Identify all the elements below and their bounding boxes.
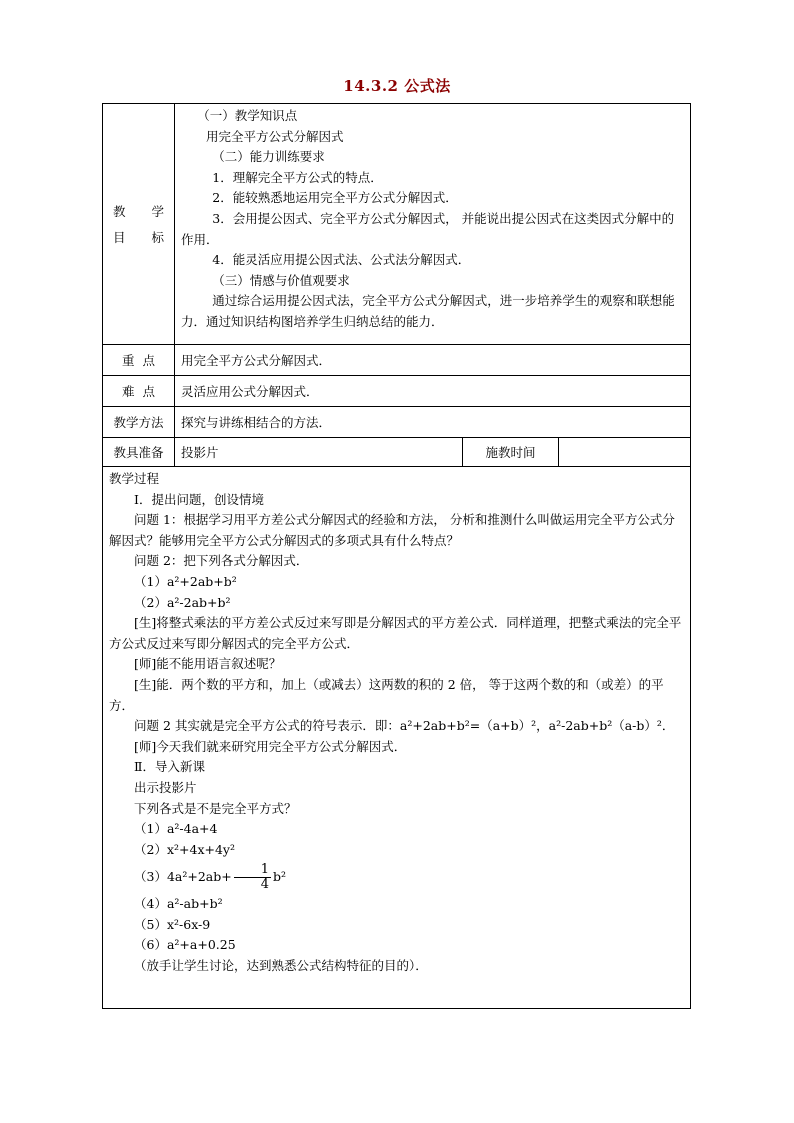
label-char: 标 <box>151 230 164 245</box>
key-point-row <box>103 345 691 376</box>
exercise-item-text: （3）4a²+2ab+ <box>134 869 232 885</box>
question-2-note: 问题 2 其实就是完全平方公式的符号表示．即：a²+2ab+b²=（a+b）²，a²-2ab+b²（a-b）²． <box>134 718 675 734</box>
key-point-text: 用完全平方公式分解因式． <box>175 345 691 376</box>
key-point-label: 重 点 <box>103 345 175 376</box>
page-title: 14.3.2 公式法 <box>343 77 451 95</box>
objective-line: 1．理解完全平方公式的特点． <box>212 169 383 185</box>
label-char: 目 <box>113 230 126 245</box>
difficulty-text: 灵活应用公式分解因式． <box>175 376 691 407</box>
objectives-row <box>103 104 691 345</box>
fraction <box>234 863 271 892</box>
section-heading: Ⅰ．提出问题，创设情境 <box>134 491 264 507</box>
difficulty-row <box>103 376 691 407</box>
prep-text: 投影片 <box>175 438 463 467</box>
objective-line: 通过综合运用提公因式法，完全平方公式分解因式，进一步培养学生的观察和联想能力．通过知识结构图培养学生归纳总结的能力． <box>181 293 675 329</box>
objective-line: 2．能较熟悉地运用完全平方公式分解因式． <box>212 190 458 206</box>
exercise-item: （5）x²-6x-9 <box>134 916 211 932</box>
process-row <box>103 467 691 1009</box>
exercise-item: （4）a²-ab+b² <box>134 896 223 912</box>
exercise-item: （1）a²-4a+4 <box>134 821 218 837</box>
student-answer: [生]将整式乘法的平方差公式反过来写即是分解因式的平方差公式．同样道理，把整式乘法的完全平方公式反过来写即分解因式的完全平方公式． <box>109 615 682 651</box>
difficulty-label: 难 点 <box>103 376 175 407</box>
process-heading: 教学过程 <box>109 471 160 486</box>
discussion-note: （放手让学生讨论，达到熟悉公式结构特征的目的）． <box>134 958 428 974</box>
objectives-label <box>103 104 175 345</box>
teacher-line: [师]能不能用语言叙述呢？ <box>134 656 282 672</box>
fraction-denominator: 4 <box>260 877 270 893</box>
lesson-plan-table <box>102 103 691 1009</box>
process-content <box>103 467 691 1009</box>
fraction-numerator: 1 <box>234 863 271 878</box>
question-1: 问题 1：根据学习用平方差公式分解因式的经验和方法， 分析和推测什么叫做运用完全平方公式分解因式？能够用完全平方公式分解因式的多项式具有什么特点？ <box>109 512 675 548</box>
exercise-item: （2）x²+4x+4y² <box>134 841 235 857</box>
objective-line: 3．会用提公因式、完全平方公式分解因式， 并能说出提公因式在这类因式分解中的作用． <box>181 210 675 247</box>
exercise-item-tail: b² <box>273 869 287 885</box>
objective-line: 4．能灵活应用提公因式法、公式法分解因式． <box>212 252 471 268</box>
ask-line: 下列各式是不是完全平方式？ <box>134 800 297 816</box>
label-char: 学 <box>151 204 164 219</box>
method-row <box>103 407 691 438</box>
section-heading: Ⅱ．导入新课 <box>134 759 205 775</box>
method-text: 探究与讲练相结合的方法． <box>175 407 691 438</box>
objectives-content <box>175 104 691 345</box>
time-value <box>559 438 691 467</box>
prep-label: 教具准备 <box>103 438 175 467</box>
objective-line: （二）能力训练要求 <box>212 149 325 165</box>
teacher-line: [师]今天我们就来研究用完全平方公式分解因式． <box>134 738 407 754</box>
show-slide: 出示投影片 <box>134 779 197 795</box>
objective-line: （一）教学知识点 <box>197 108 298 123</box>
exercise-item <box>109 860 684 894</box>
question-2-item: （2）a²-2ab+b² <box>134 594 231 610</box>
student-answer: [生]能．两个数的平方和，加上（或减去）这两数的积的 2 倍， 等于这两个数的和（或差）的平方． <box>109 676 664 713</box>
question-2-item: （1）a²+2ab+b² <box>134 573 237 589</box>
time-label: 施教时间 <box>463 438 559 467</box>
method-label: 教学方法 <box>103 407 175 438</box>
prep-row <box>103 438 691 467</box>
exercise-item: （6）a²+a+0.25 <box>134 937 236 953</box>
objective-line: （三）情感与价值观要求 <box>212 272 350 288</box>
label-char: 教 <box>113 204 126 219</box>
objective-line: 用完全平方公式分解因式 <box>206 128 344 144</box>
question-2: 问题 2：把下列各式分解因式． <box>134 553 309 569</box>
